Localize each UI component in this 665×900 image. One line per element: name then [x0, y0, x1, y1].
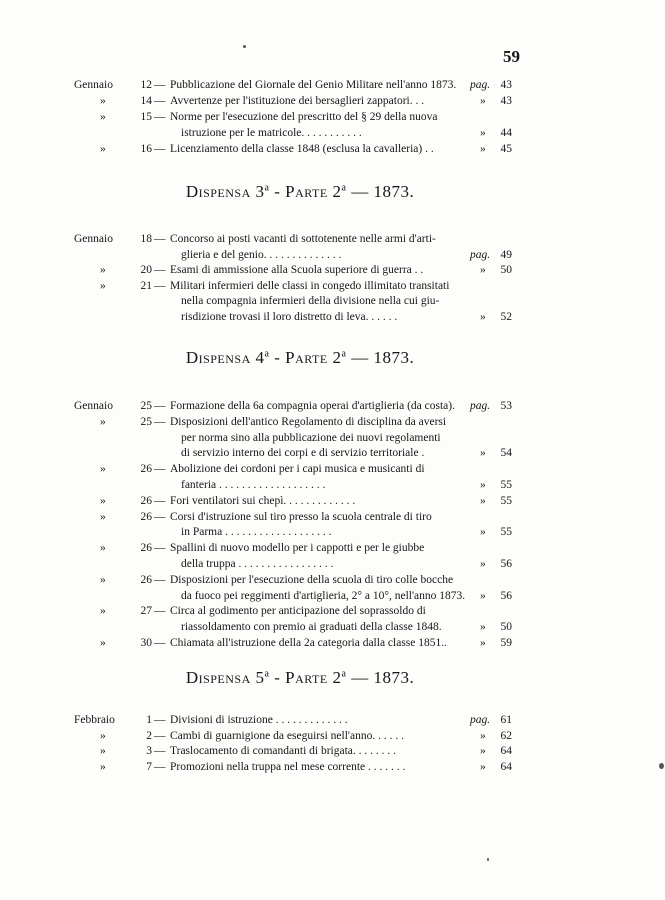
page-label: »	[480, 143, 486, 155]
entry-dash: —	[154, 233, 166, 245]
entry-title: Licenziamento della classe 1848 (esclusa la cavalleria) . .	[170, 143, 434, 155]
entry-title-continued: nella compagnia infermieri della divisione nella cui giu-	[181, 295, 440, 307]
entry-dash: —	[154, 761, 166, 773]
heading-part-ordinal: 2	[332, 668, 342, 687]
heading-word: Dispensa	[185, 668, 251, 687]
heading-ordinal: 5	[255, 668, 265, 687]
entry-title: Spallini di nuovo modello per i cappotti e per le giubbe	[170, 542, 425, 554]
entry-number: 12	[140, 79, 152, 91]
page-reference: 54	[500, 447, 512, 459]
entry-month-ditto: »	[100, 280, 106, 292]
entry-dash: —	[154, 143, 166, 155]
entry-title: Disposizioni per l'esecuzione della scuola di tiro colle bocche	[170, 574, 454, 586]
entry-dash: —	[154, 495, 166, 507]
page-reference: 50	[500, 621, 512, 633]
entry-number: 30	[140, 637, 152, 649]
entry-month: Gennaio	[74, 233, 113, 245]
entry-title: Circa al godimento per anticipazione del soprassoldo di	[170, 605, 426, 617]
page-label: »	[480, 447, 486, 459]
entry-month-ditto: »	[100, 495, 106, 507]
entry-number: 27	[140, 605, 152, 617]
entry-number: 26	[140, 495, 152, 507]
entry-number: 26	[140, 574, 152, 586]
entry-dash: —	[154, 730, 166, 742]
page-label: »	[480, 637, 486, 649]
heading-word: Dispensa	[185, 348, 251, 367]
entry-number: 26	[140, 463, 152, 475]
page-reference: 55	[500, 526, 512, 538]
entry-dash: —	[154, 637, 166, 649]
page-label: pag.	[470, 400, 491, 412]
entry-month-ditto: »	[100, 730, 106, 742]
heading-ordinal-sup: a	[264, 182, 270, 194]
entry-number: 18	[140, 233, 152, 245]
entry-title-continued: istruzione per le matricole. . . . . . . . . . .	[181, 127, 362, 139]
heading-part-sup: a	[341, 182, 347, 194]
entry-month-ditto: »	[100, 761, 106, 773]
heading-year: — 1873.	[351, 348, 415, 367]
print-speck	[487, 858, 489, 861]
entry-month: Gennaio	[74, 79, 113, 91]
page-reference: 43	[500, 95, 512, 107]
entry-month-ditto: »	[100, 637, 106, 649]
page-label: »	[480, 95, 486, 107]
page-reference: 56	[500, 558, 512, 570]
page-reference: 55	[500, 495, 512, 507]
entry-month: Gennaio	[74, 400, 113, 412]
entry-number: 25	[140, 400, 152, 412]
entry-month-ditto: »	[100, 511, 106, 523]
entry-number: 1	[146, 714, 152, 726]
heading-year: — 1873.	[351, 182, 415, 201]
entry-title: Promozioni nella truppa nel mese corrente . . . . . . .	[170, 761, 406, 773]
page-reference: 55	[500, 479, 512, 491]
entry-dash: —	[154, 400, 166, 412]
page-number: 59	[503, 47, 520, 66]
entry-title-continued: risdizione trovasi il loro distretto di leva. . . . . .	[181, 311, 398, 323]
page-label: »	[480, 127, 486, 139]
page-reference: 56	[500, 590, 512, 602]
entry-dash: —	[154, 463, 166, 475]
entry-number: 26	[140, 511, 152, 523]
entry-dash: —	[154, 95, 166, 107]
entry-month-ditto: »	[100, 463, 106, 475]
entry-number: 26	[140, 542, 152, 554]
entry-month-ditto: »	[100, 745, 106, 757]
entry-number: 21	[140, 280, 152, 292]
page-reference: 52	[500, 311, 512, 323]
section-heading: Dispensa 4$^a$ - Parte 2$^a$ — 1873.	[185, 348, 415, 367]
page-reference: 53	[500, 400, 512, 412]
entry-title-continued: da fuoco pei reggimenti d'artiglieria, 2° a 10°, nell'anno 1873.	[181, 590, 466, 602]
page-label: »	[480, 621, 486, 633]
heading-ordinal-sup: a	[264, 348, 270, 360]
entry-dash: —	[154, 605, 166, 617]
entry-number: 7	[146, 761, 152, 773]
entry-dash: —	[154, 264, 166, 276]
section-heading: Dispensa 3$^a$ - Parte 2$^a$ — 1873.	[185, 182, 415, 201]
page-label: »	[480, 730, 486, 742]
page-label: »	[480, 761, 486, 773]
entry-title: Corsi d'istruzione sul tiro presso la scuola centrale di tiro	[170, 511, 432, 523]
entry-number: 3	[146, 745, 152, 757]
heading-part-word: Parte	[285, 668, 328, 687]
entry-title-continued: per norma sino alla pubblicazione dei nuovi regolamenti	[181, 432, 441, 444]
entry-month-ditto: »	[100, 574, 106, 586]
entry-dash: —	[154, 745, 166, 757]
entry-month-ditto: »	[100, 605, 106, 617]
entry-number: 15	[140, 111, 152, 123]
page-label: »	[480, 264, 486, 276]
entry-title-continued: della truppa . . . . . . . . . . . . . . . . .	[181, 558, 334, 570]
entry-dash: —	[154, 714, 166, 726]
entry-dash: —	[154, 280, 166, 292]
entry-title: Chiamata all'istruzione della 2a categoria dalla classe 1851..	[170, 637, 448, 649]
page-label: »	[480, 479, 486, 491]
entry-dash: —	[154, 111, 166, 123]
page-reference: 43	[500, 79, 512, 91]
page-label: »	[480, 590, 486, 602]
entry-title-continued: glieria e del genio. . . . . . . . . . . . . .	[181, 249, 342, 261]
entry-month-ditto: »	[100, 416, 106, 428]
entry-title: Divisioni di istruzione . . . . . . . . . . . . .	[170, 714, 348, 726]
page-label: »	[480, 311, 486, 323]
page-label: »	[480, 526, 486, 538]
entry-month-ditto: »	[100, 111, 106, 123]
entry-dash: —	[154, 574, 166, 586]
entry-dash: —	[154, 542, 166, 554]
entry-title: Esami di ammissione alla Scuola superiore di guerra . .	[170, 264, 424, 276]
entry-number: 25	[140, 416, 152, 428]
page-reference: 61	[500, 714, 512, 726]
heading-part-ordinal: 2	[332, 348, 342, 367]
page-reference: 62	[500, 730, 512, 742]
entry-title: Formazione della 6a compagnia operai d'artiglieria (da costa).	[170, 400, 455, 412]
entry-title-continued: fanteria . . . . . . . . . . . . . . . . . . .	[181, 479, 326, 491]
entry-month-ditto: »	[100, 95, 106, 107]
entry-title: Abolizione dei cordoni per i capi musica e musicanti di	[170, 463, 425, 475]
page-reference: 45	[500, 143, 512, 155]
page-reference: 59	[500, 637, 512, 649]
heading-ordinal-sup: a	[264, 668, 270, 680]
page-label: pag.	[470, 79, 491, 91]
entry-title-continued: riassoldamento con premio ai graduati della classe 1848.	[181, 621, 442, 633]
page-label: pag.	[470, 249, 491, 261]
entry-number: 20	[140, 264, 152, 276]
heading-ordinal: 4	[255, 348, 265, 367]
entry-title: Militari infermieri delle classi in congedo illimitato transitati	[170, 280, 450, 292]
page-label: »	[480, 495, 486, 507]
heading-year: — 1873.	[351, 668, 415, 687]
heading-part-word: Parte	[285, 348, 328, 367]
entry-title: Fori ventilatori sui chepì. . . . . . . . . . . . .	[170, 495, 356, 507]
entry-title: Avvertenze per l'istituzione dei bersaglieri zappatori. . .	[170, 95, 425, 107]
entry-number: 14	[140, 95, 152, 107]
entry-title-continued: di servizio interno dei corpi e di servizio territoriale .	[181, 447, 425, 459]
entry-title: Traslocamento di comandanti di brigata. . . . . . . .	[170, 745, 397, 757]
heading-word: Dispensa	[185, 182, 251, 201]
entry-month: Febbraio	[74, 714, 115, 726]
entry-title: Concorso ai posti vacanti di sottotenente nelle armi d'arti-	[170, 233, 436, 245]
page-reference: 64	[500, 745, 512, 757]
page-reference: 44	[500, 127, 512, 139]
entry-title: Cambi di guarnigione da eseguirsi nell'anno. . . . . .	[170, 730, 404, 742]
page-label: »	[480, 558, 486, 570]
heading-part-sup: a	[341, 348, 347, 360]
entry-dash: —	[154, 416, 166, 428]
page-label: pag.	[470, 714, 491, 726]
entry-month-ditto: »	[100, 143, 106, 155]
entry-title: Norme per l'esecuzione del prescritto del § 29 della nuova	[170, 111, 438, 123]
entry-dash: —	[154, 79, 166, 91]
entry-month-ditto: »	[100, 542, 106, 554]
heading-ordinal: 3	[255, 182, 265, 201]
heading-part-ordinal: 2	[332, 182, 342, 201]
heading-part-sup: a	[341, 668, 347, 680]
entry-dash: —	[154, 511, 166, 523]
page-label: »	[480, 745, 486, 757]
print-speck	[243, 45, 246, 48]
entry-number: 2	[146, 730, 152, 742]
entry-title: Disposizioni dell'antico Regolamento di disciplina da aversi	[170, 416, 447, 428]
entry-title: Pubblicazione del Giornale del Genio Militare nell'anno 1873.	[170, 79, 457, 91]
entry-title-continued: in Parma . . . . . . . . . . . . . . . . . . .	[181, 526, 332, 538]
page-reference: 50	[500, 264, 512, 276]
entry-number: 16	[140, 143, 152, 155]
page-reference: 49	[500, 249, 512, 261]
page-reference: 64	[500, 761, 512, 773]
entry-month-ditto: »	[100, 264, 106, 276]
section-heading: Dispensa 5$^a$ - Parte 2$^a$ — 1873.	[185, 668, 415, 687]
print-speck	[659, 763, 664, 769]
heading-part-word: Parte	[285, 182, 328, 201]
